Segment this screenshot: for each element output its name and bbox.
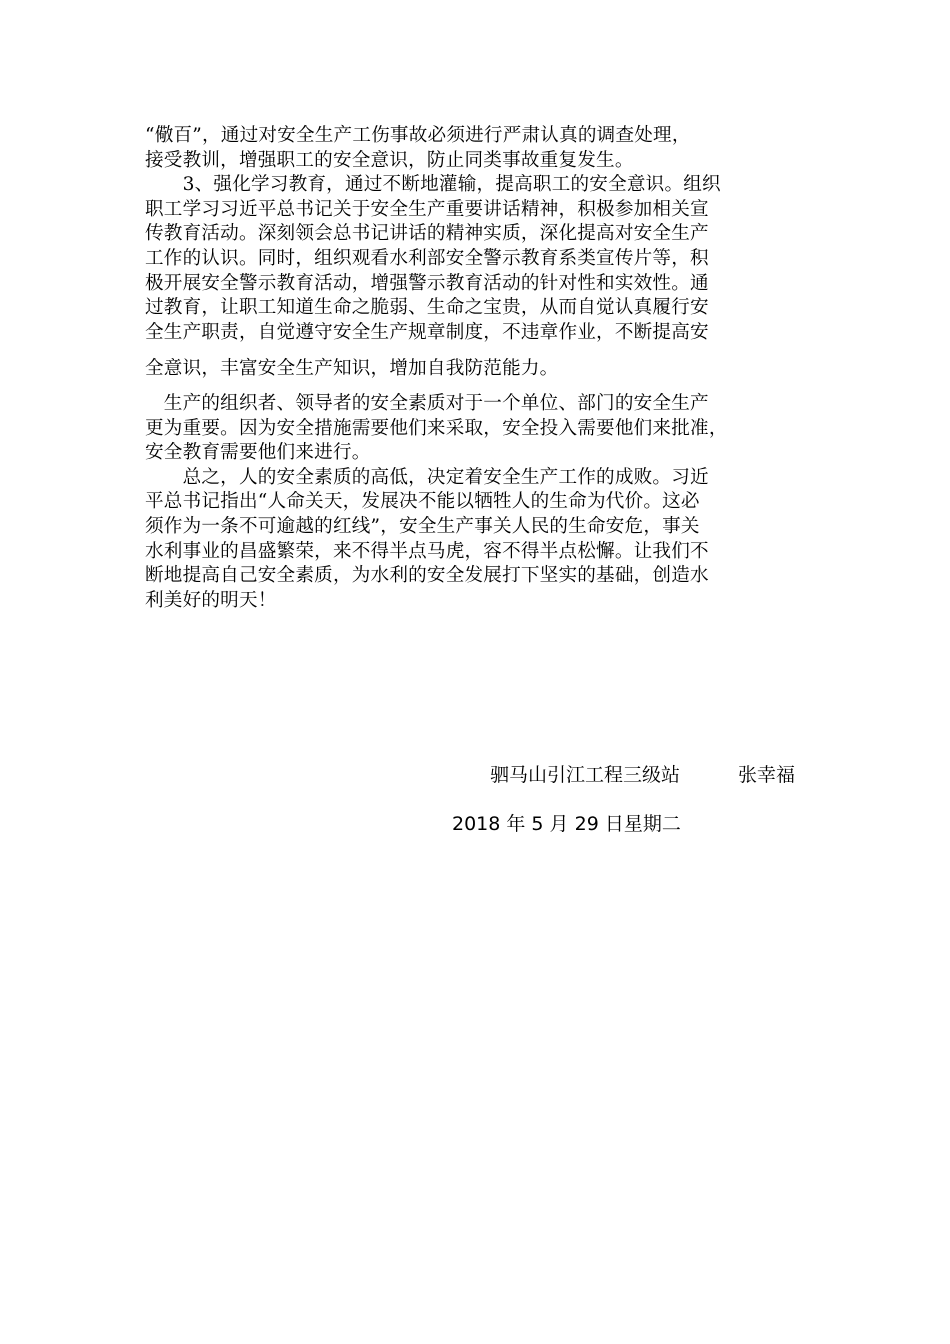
signature-organization: 驷马山引江工程三级站 — [490, 764, 681, 786]
body-line: 总之，人的安全素质的高低，决定着安全生产工作的成败。习近 — [145, 466, 709, 488]
body-line: 全生产职责，自觉遵守安全生产规章制度，不违章作业，不断提高安 — [145, 321, 709, 343]
body-line: 极开展安全警示教育活动，增强警示教育活动的针对性和实效性。通 — [145, 272, 709, 294]
signature-date: 2018 年 5 月 29 日星期二 — [452, 813, 681, 835]
body-line: 接受教训，增强职工的安全意识，防止同类事故重复发生。 — [145, 149, 634, 171]
body-line: 传教育活动。深刻领会总书记讲话的精神实质，深化提高对安全生产 — [145, 223, 709, 245]
body-line: 断地提高自己安全素质，为水利的安全发展打下坚实的基础，创造水 — [145, 565, 709, 587]
body-line: 水利事业的昌盛繁荣，来不得半点马虎，容不得半点松懈。让我们不 — [145, 540, 709, 562]
body-line: 安全教育需要他们来进行。 — [145, 442, 371, 464]
body-line: 平总书记指出“人命关天，发展决不能以牺牲人的生命为代价。这必 — [145, 491, 700, 513]
body-line: 须作为一条不可逾越的红线”，安全生产事关人民的生命安危，事关 — [145, 515, 700, 537]
body-line: 全意识，丰富安全生产知识，增加自我防范能力。 — [145, 358, 559, 380]
body-line: 职工学习习近平总书记关于安全生产重要讲话精神，积极参加相关宣 — [145, 198, 709, 220]
body-line: 利美好的明天！ — [145, 589, 277, 611]
body-line: 工作的认识。同时，组织观看水利部安全警示教育系类宣传片等，积 — [145, 247, 709, 269]
body-line: “儆百”，通过对安全生产工伤事故必须进行严肃认真的调查处理， — [145, 125, 691, 146]
signature-name: 张幸福 — [738, 764, 796, 786]
body-line: 更为重要。因为安全措施需要他们来采取，安全投入需要他们来批准， — [145, 417, 728, 439]
document-body — [145, 124, 815, 613]
body-line: 过教育，让职工知道生命之脆弱、生命之宝贵，从而自觉认真履行安 — [145, 297, 709, 319]
body-line: 生产的组织者、领导者的安全素质对于一个单位、部门的安全生产 — [145, 392, 709, 414]
body-line: 3、强化学习教育，通过不断地灌输，提高职工的安全意识。组织 — [145, 174, 721, 196]
